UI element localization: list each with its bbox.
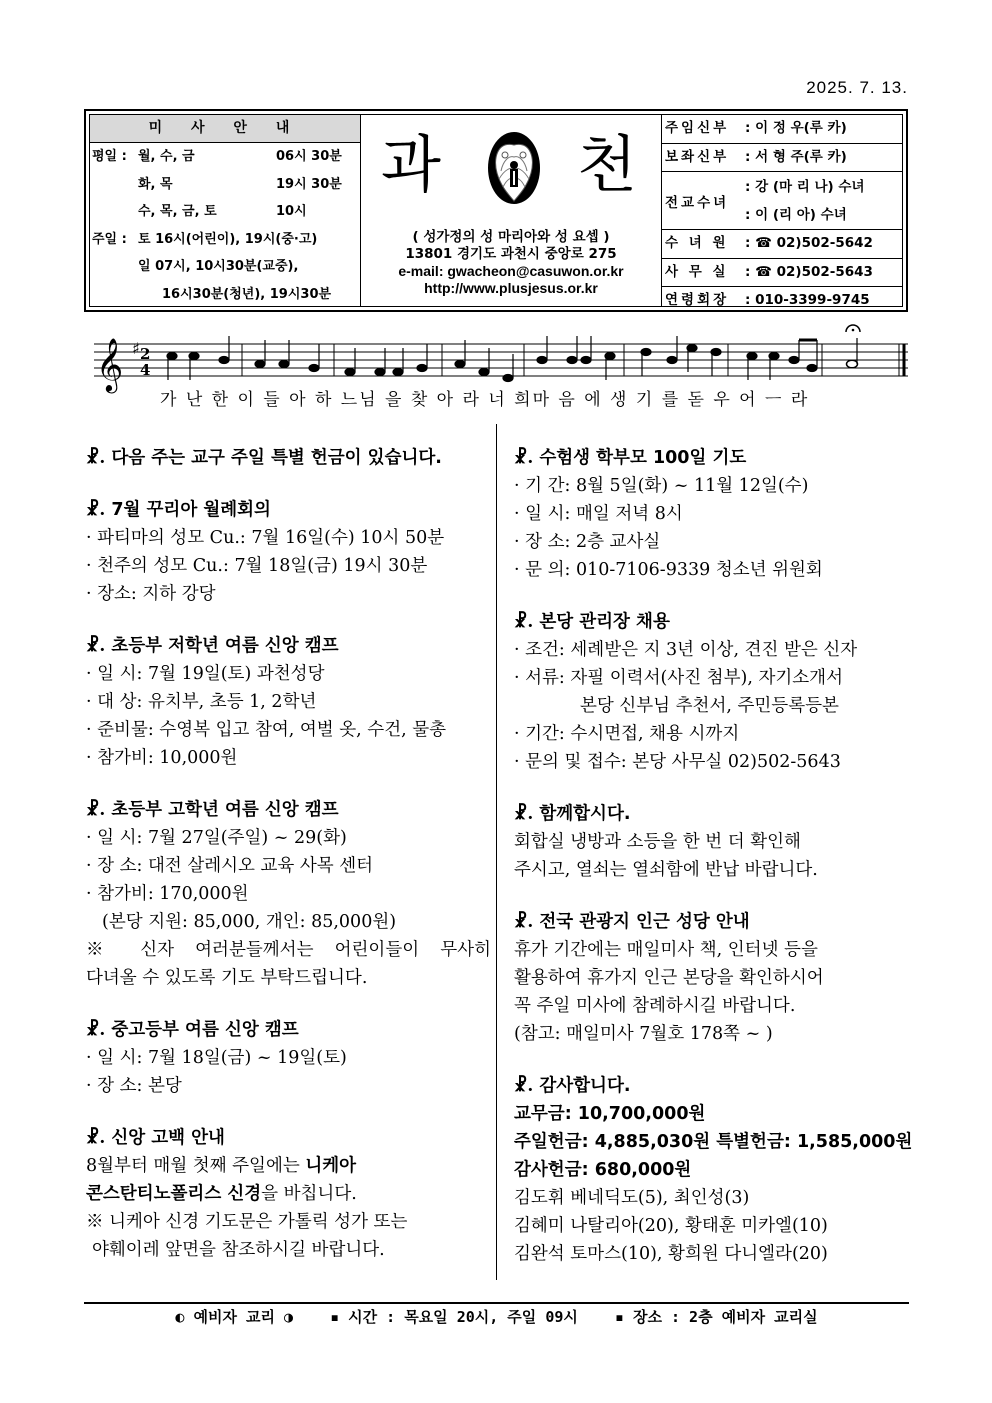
chi-rho-icon: ☧. [514, 1076, 534, 1096]
catechumen-place: ▪ 장소 : 2층 예비자 교리실 [614, 1308, 818, 1326]
mass-row-sunday-2: 일 07시, 10시30분(교중), [138, 259, 299, 274]
parish-email[interactable]: e-mail: gwacheon@casuwon.or.kr [398, 263, 624, 279]
chi-rho-icon: ☧. [514, 912, 534, 932]
mass-row-weekday-3: 수, 목, 금, 토 10시 [138, 204, 307, 219]
svg-text:4: 4 [140, 361, 151, 379]
notice-exam-prayer: ☧. 수험생 학부모 100일 기도 · 기 간: 8월 5일(화) ~ 11월 12일(수) · 일 시: 매일 저녁 8시 · 장 소: 2층 교사실 · 문 의: 010-7106-9339 청소년 위원회 [514, 448, 823, 580]
chi-rho-icon: ☧. [86, 1020, 106, 1040]
sharp-icon: ♯ [132, 339, 140, 358]
catechumen-footer [84, 1306, 909, 1327]
chi-rho-icon: ☧. [86, 448, 106, 468]
chi-rho-icon: ☧. [514, 612, 534, 632]
svg-text:2: 2 [140, 345, 151, 363]
donor-line: 김도휘 베네딕도(5), 최인성(3) [514, 1188, 750, 1208]
chi-rho-icon: ☧. [86, 636, 106, 656]
parish-patron: ( 성가정의 성 마리아와 성 요셉 ) [412, 229, 610, 245]
staff-row-assistant-priest: 보좌신부 : 서 형 주(루 카) [662, 144, 902, 173]
notice-together: ☧. 함께합시다. 회합실 냉방과 소등을 한 번 더 확인해 주시고, 열쇠는 열쇠함에 반납 바랍니다. [514, 804, 818, 880]
mass-schedule-title: 미 사 안 내 [90, 115, 360, 143]
staff-row-sisters: 전교수녀 : 강 (마 리 나) 수녀 : 이 (리 아) 수녀 [662, 172, 902, 230]
notice-curia-meeting: ☧. 7월 꾸리아 월례회의 · 파티마의 성모 Cu.: 7월 16일(수) 10시 50분 · 천주의 성모 Cu.: 7월 18일(금) 19시 30분 · 장소: 지하 강당 [86, 500, 445, 604]
parish-website[interactable]: http://www.plusjesus.or.kr [424, 280, 598, 296]
footer-divider [84, 1302, 909, 1304]
staff-row-convent: 수 녀 원 : ☎ 02)502-5642 [662, 230, 902, 259]
holy-family-emblem-icon [487, 131, 541, 205]
treble-clef-icon: 𝄞 [96, 337, 124, 391]
offering-sunday-special: 주일헌금: 4,885,030원 특별헌금: 1,585,000원 [514, 1132, 913, 1152]
staff-row-office: 사 무 실 : ☎ 02)502-5643 [662, 259, 902, 288]
mass-row-sunday-1: 주일 : 토 16시(어린이), 19시(중·고) [92, 231, 318, 247]
chi-rho-icon: ☧. [86, 800, 106, 820]
catechumen-time: ▪ 시간 : 목요일 20시, 주일 09시 [330, 1308, 578, 1326]
left-column [86, 444, 491, 1288]
column-divider [496, 424, 497, 1280]
notice-creed: ☧. 신앙 고백 안내 8월부터 매월 첫째 주일에는 니케아 콘스탄티노폴리스 신경을 바칩니다. ※ 니케아 신경 기도문은 가톨릭 성가 또는 야훼이레 앞면을 참조하시길 바랍니다. [86, 1128, 408, 1260]
bulletin-header [84, 109, 908, 312]
parish-title-right: 천 [577, 128, 637, 201]
parish-title-left: 과 [381, 128, 441, 201]
notice-vacation-churches: ☧. 전국 관광지 인근 성당 안내 휴가 기간에는 매일미사 책, 인터넷 등을 활용하여 휴가지 인근 본당을 확인하시어 꼭 주일 미사에 참례하시길 바랍니다. (참고: 매일미사 7월호 178쪽 ~ ) [514, 912, 824, 1044]
donor-line: 김혜미 나탈리아(20), 황태훈 미카엘(10) [514, 1216, 828, 1236]
parish-address: 13801 경기도 과천시 중앙로 275 [405, 246, 617, 262]
notice-thanks: ☧. 감사합니다. 교무금: 10,700,000원 주일헌금: 4,885,030원 특별헌금: 1,585,000원 감사헌금: 680,000원 김도휘 베네딕도(5), 최인성(3) 김혜미 나탈리아(20), 황태훈 미카엘(10) 김완석 토마스(10), 황희원 다니엘라(20) [514, 1072, 914, 1268]
right-column [514, 444, 914, 1292]
chi-rho-icon: ☧. [514, 448, 534, 468]
parish-masthead [361, 115, 661, 306]
notice-senior-camp: ☧. 초등부 고학년 여름 신앙 캠프 · 일 시: 7월 27일(주일) ~ 29(화) · 장 소: 대전 살레시오 교육 사목 센터 · 참가비: 170,000원 (본당 지원: 85,000, 개인: 85,000원) ※ 신자 여러분들께서는 어린이들이 무사히 다녀올 수 있도록 기도 부탁드립니다. [86, 800, 491, 988]
notice-junior-camp: ☧. 초등부 저학년 여름 신앙 캠프 · 일 시: 7월 19일(토) 과천성당 · 대 상: 유치부, 초등 1, 2학년 · 준비물: 수영복 입고 참여, 여벌 옷, 수건, 물총 · 참가비: 10,000원 [86, 636, 447, 768]
mass-row-sunday-3: 16시30분(청년), 19시30분 [162, 286, 332, 302]
catechumen-title: ◐ 예비자 교리 ◑ [175, 1308, 294, 1326]
staff-row-funeral-head: 연령회장 : 010-3399-9745 [665, 292, 870, 308]
notice-special-collection: ☧. 다음 주는 교구 주일 특별 헌금이 있습니다. [86, 448, 442, 468]
offering-tithe: 교무금: 10,700,000원 [514, 1104, 706, 1124]
mass-schedule [90, 115, 361, 306]
mass-row-weekday-2: 화, 목 19시 30분 [138, 176, 342, 192]
offering-thanksgiving: 감사헌금: 680,000원 [514, 1160, 692, 1180]
chi-rho-icon: ☧. [86, 1128, 106, 1148]
notice-hiring: ☧. 본당 관리장 채용 · 조건: 세례받은 지 3년 이상, 견진 받은 신자 · 서류: 자필 이력서(사진 첨부), 자기소개서 본당 신부님 추천서, 주민등록등본 · 기간: 수시면접, 채용 시까지 · 문의 및 접수: 본당 사무실 02)502-5643 [514, 612, 858, 772]
notice-youth-camp: ☧. 중고등부 여름 신앙 캠프 · 일 시: 7월 18일(금) ~ 19일(토) · 장 소: 본당 [86, 1020, 347, 1096]
staff-row-pastor: 주임신부 : 이 정 우(루 카) [662, 115, 902, 144]
staff-directory [661, 115, 902, 306]
mass-row-weekday-1: 평일 : 월, 수, 금 06시 30분 [92, 149, 342, 164]
parish-info [361, 229, 661, 297]
bulletin-date: 2025. 7. 13. [806, 78, 908, 97]
donor-line: 김완석 토마스(10), 황희원 다니엘라(20) [514, 1244, 828, 1264]
hymn-lyrics: 가 난 한 이 들 아 하 느님 을 찾 아 라 너 희마 음 에 생 기 를 돋 우 어 ㅡ 라 [160, 390, 810, 410]
chi-rho-icon: ☧. [514, 804, 534, 824]
chi-rho-icon: ☧. [86, 500, 106, 520]
